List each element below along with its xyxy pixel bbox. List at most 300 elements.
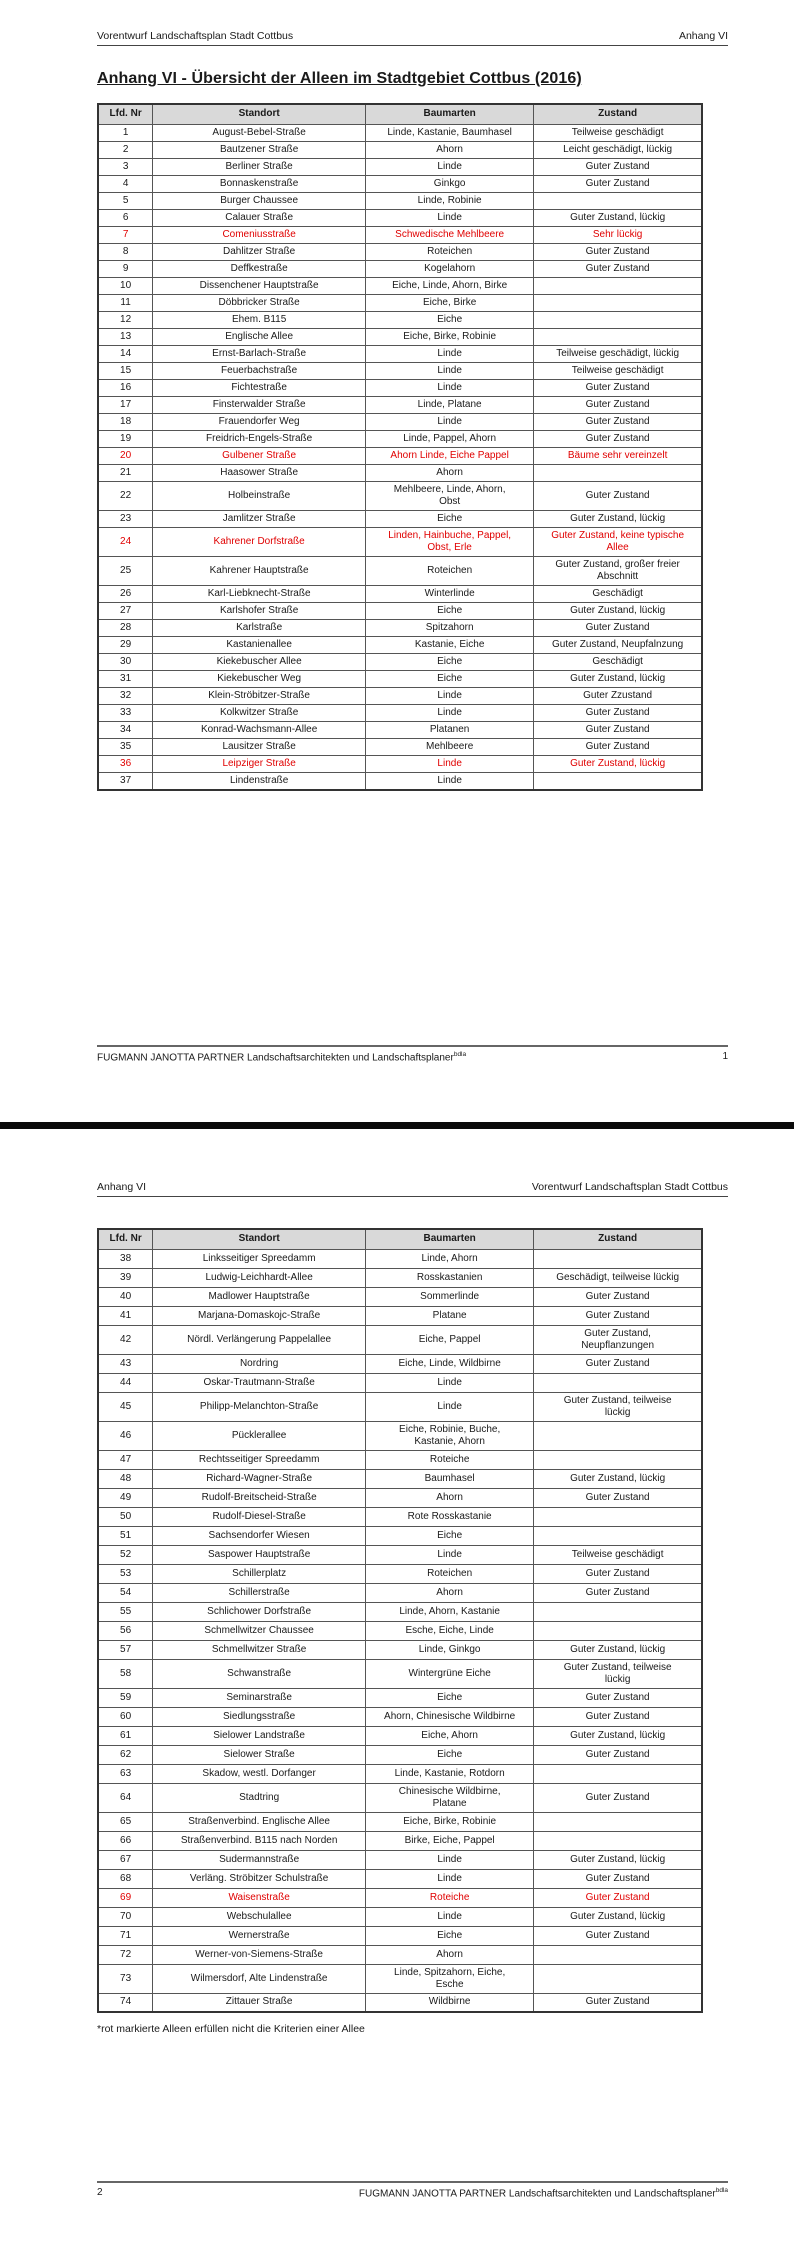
row-zustand: Guter Zustand, teilweise lückig <box>534 1659 702 1688</box>
row-standort: Webschulallee <box>153 1907 366 1926</box>
row-number: 37 <box>98 772 153 790</box>
row-standort: Skadow, westl. Dorfanger <box>153 1764 366 1783</box>
row-baumarten: Linde <box>366 345 534 362</box>
row-baumarten: Ahorn, Chinesische Wildbirne <box>366 1707 534 1726</box>
table-header-row <box>98 104 702 124</box>
row-zustand: Guter Zustand <box>534 1888 702 1907</box>
row-baumarten: Eiche, Linde, Ahorn, Birke <box>366 277 534 294</box>
table-row <box>98 721 702 738</box>
row-baumarten: Linde <box>366 687 534 704</box>
row-zustand: Guter Zustand <box>534 704 702 721</box>
column-header-baumarten: Baumarten <box>366 104 534 124</box>
table-row <box>98 1640 702 1659</box>
table-row <box>98 294 702 311</box>
row-number: 23 <box>98 510 153 527</box>
row-number: 17 <box>98 396 153 413</box>
row-standort: Nördl. Verlängerung Pappelallee <box>153 1325 366 1354</box>
row-standort: Saspower Hauptstraße <box>153 1545 366 1564</box>
row-baumarten: Spitzahorn <box>366 619 534 636</box>
row-zustand: Guter Zustand <box>534 379 702 396</box>
row-zustand: Leicht geschädigt, lückig <box>534 141 702 158</box>
table-row <box>98 464 702 481</box>
row-zustand <box>534 772 702 790</box>
row-zustand: Guter Zustand <box>534 243 702 260</box>
table-row <box>98 226 702 243</box>
row-standort: Döbbricker Straße <box>153 294 366 311</box>
table-row <box>98 1526 702 1545</box>
row-zustand: Geschädigt, teilweise lückig <box>534 1268 702 1287</box>
document-page-1 <box>0 0 794 1122</box>
footer-firm-name <box>97 1051 466 1063</box>
row-standort: August-Bebel-Straße <box>153 124 366 141</box>
row-number: 15 <box>98 362 153 379</box>
row-number: 39 <box>98 1268 153 1287</box>
row-standort: Sielower Landstraße <box>153 1726 366 1745</box>
page-number: 1 <box>722 1051 728 1062</box>
row-standort: Freidrich-Engels-Straße <box>153 430 366 447</box>
row-number: 40 <box>98 1287 153 1306</box>
row-zustand <box>534 192 702 209</box>
page1-footer <box>97 1045 728 1063</box>
row-number: 59 <box>98 1688 153 1707</box>
row-baumarten: Linde <box>366 362 534 379</box>
row-zustand: Guter Zustand <box>534 1564 702 1583</box>
row-number: 42 <box>98 1325 153 1354</box>
row-zustand: Guter Zustand, lückig <box>534 1640 702 1659</box>
row-standort: Holbeinstraße <box>153 481 366 510</box>
row-number: 41 <box>98 1306 153 1325</box>
row-baumarten: Linde, Kastanie, Baumhasel <box>366 124 534 141</box>
row-zustand: Guter Zustand <box>534 175 702 192</box>
row-baumarten: Ahorn <box>366 141 534 158</box>
row-baumarten: Eiche <box>366 311 534 328</box>
row-standort: Ludwig-Leichhardt-Allee <box>153 1268 366 1287</box>
table-row <box>98 1964 702 1993</box>
row-baumarten: Linde, Ahorn <box>366 1249 534 1268</box>
row-number: 70 <box>98 1907 153 1926</box>
table-row <box>98 1354 702 1373</box>
row-number: 10 <box>98 277 153 294</box>
footer-firm-name <box>359 2187 728 2199</box>
table-row <box>98 585 702 602</box>
table-row <box>98 1287 702 1306</box>
row-zustand <box>534 1450 702 1469</box>
table-row <box>98 1831 702 1850</box>
row-zustand: Guter Zustand, lückig <box>534 602 702 619</box>
table-header-row <box>98 1229 702 1249</box>
row-number: 71 <box>98 1926 153 1945</box>
row-baumarten: Eiche <box>366 1745 534 1764</box>
table-row <box>98 1926 702 1945</box>
row-number: 36 <box>98 755 153 772</box>
table-row <box>98 209 702 226</box>
row-baumarten: Linde <box>366 704 534 721</box>
row-zustand <box>534 1964 702 1993</box>
row-baumarten: Rosskastanien <box>366 1268 534 1287</box>
row-zustand: Guter Zustand, keine typische Allee <box>534 527 702 556</box>
running-header-left: Vorentwurf Landschaftsplan Stadt Cottbus <box>97 30 294 42</box>
row-zustand: Guter Zustand, lückig <box>534 670 702 687</box>
row-number: 7 <box>98 226 153 243</box>
row-baumarten: Platane <box>366 1306 534 1325</box>
row-baumarten: Ginkgo <box>366 175 534 192</box>
row-number: 20 <box>98 447 153 464</box>
row-zustand: Guter Zustand <box>534 1745 702 1764</box>
row-number: 2 <box>98 141 153 158</box>
table-row <box>98 243 702 260</box>
row-zustand: Guter Zustand, lückig <box>534 1907 702 1926</box>
row-baumarten: Platanen <box>366 721 534 738</box>
row-standort: Finsterwalder Straße <box>153 396 366 413</box>
row-zustand: Guter Zustand, lückig <box>534 510 702 527</box>
row-standort: Gulbener Straße <box>153 447 366 464</box>
row-zustand <box>534 328 702 345</box>
row-number: 46 <box>98 1421 153 1450</box>
row-standort: Dissenchener Hauptstraße <box>153 277 366 294</box>
table-row <box>98 1783 702 1812</box>
footer-firm-sup: bdla <box>715 2187 728 2194</box>
row-standort: Ehem. B115 <box>153 311 366 328</box>
row-baumarten: Wildbirne <box>366 1993 534 2012</box>
row-number: 66 <box>98 1831 153 1850</box>
row-zustand <box>534 1602 702 1621</box>
row-zustand <box>534 1507 702 1526</box>
row-standort: Deffkestraße <box>153 260 366 277</box>
row-number: 49 <box>98 1488 153 1507</box>
row-baumarten: Eiche, Ahorn <box>366 1726 534 1745</box>
table-row <box>98 362 702 379</box>
row-zustand: Guter Zustand, lückig <box>534 1726 702 1745</box>
row-number: 51 <box>98 1526 153 1545</box>
row-zustand <box>534 1526 702 1545</box>
alleen-table-page2 <box>97 1228 703 2013</box>
table-row <box>98 1469 702 1488</box>
row-number: 53 <box>98 1564 153 1583</box>
row-number: 12 <box>98 311 153 328</box>
row-zustand: Guter Zustand <box>534 1688 702 1707</box>
row-baumarten: Esche, Eiche, Linde <box>366 1621 534 1640</box>
row-zustand: Guter Zustand <box>534 1869 702 1888</box>
row-standort: Stadtring <box>153 1783 366 1812</box>
table-row <box>98 636 702 653</box>
row-baumarten: Ahorn <box>366 464 534 481</box>
row-standort: Dahlitzer Straße <box>153 243 366 260</box>
row-baumarten: Eiche <box>366 670 534 687</box>
row-number: 9 <box>98 260 153 277</box>
row-zustand: Teilweise geschädigt, lückig <box>534 345 702 362</box>
table-row <box>98 1488 702 1507</box>
table-row <box>98 687 702 704</box>
table-row <box>98 772 702 790</box>
row-baumarten: Birke, Eiche, Pappel <box>366 1831 534 1850</box>
row-number: 4 <box>98 175 153 192</box>
row-zustand: Guter Zustand <box>534 721 702 738</box>
row-baumarten: Linde, Ahorn, Kastanie <box>366 1602 534 1621</box>
row-baumarten: Linde, Kastanie, Rotdorn <box>366 1764 534 1783</box>
row-baumarten: Rote Rosskastanie <box>366 1507 534 1526</box>
row-number: 47 <box>98 1450 153 1469</box>
row-number: 11 <box>98 294 153 311</box>
row-number: 27 <box>98 602 153 619</box>
row-baumarten: Mehlbeere, Linde, Ahorn, Obst <box>366 481 534 510</box>
row-number: 5 <box>98 192 153 209</box>
row-standort: Rechtsseitiger Spreedamm <box>153 1450 366 1469</box>
row-zustand: Guter Zustand <box>534 481 702 510</box>
table-row <box>98 1373 702 1392</box>
running-header-right: Vorentwurf Landschaftsplan Stadt Cottbus <box>531 1181 728 1193</box>
row-zustand: Guter Zustand <box>534 1707 702 1726</box>
row-standort: Jamlitzer Straße <box>153 510 366 527</box>
table-row <box>98 1726 702 1745</box>
row-zustand: Teilweise geschädigt <box>534 362 702 379</box>
table-row <box>98 430 702 447</box>
row-zustand: Guter Zustand, Neupflanzungen <box>534 1325 702 1354</box>
row-number: 16 <box>98 379 153 396</box>
column-header-standort: Standort <box>153 1229 366 1249</box>
row-number: 50 <box>98 1507 153 1526</box>
row-number: 8 <box>98 243 153 260</box>
row-zustand: Guter Zzustand <box>534 687 702 704</box>
row-standort: Lindenstraße <box>153 772 366 790</box>
row-number: 1 <box>98 124 153 141</box>
row-zustand: Guter Zustand <box>534 619 702 636</box>
row-number: 55 <box>98 1602 153 1621</box>
row-baumarten: Linde <box>366 1373 534 1392</box>
row-baumarten: Chinesische Wildbirne, Platane <box>366 1783 534 1812</box>
page2-table-body <box>98 1249 702 2012</box>
row-standort: Klein-Ströbitzer-Straße <box>153 687 366 704</box>
row-baumarten: Linde <box>366 772 534 790</box>
row-baumarten: Eiche <box>366 1926 534 1945</box>
table-row <box>98 141 702 158</box>
row-zustand: Guter Zustand <box>534 1306 702 1325</box>
row-number: 14 <box>98 345 153 362</box>
row-baumarten: Linde, Platane <box>366 396 534 413</box>
table-row <box>98 1869 702 1888</box>
table-row <box>98 158 702 175</box>
row-standort: Schlichower Dorfstraße <box>153 1602 366 1621</box>
page2-running-header <box>97 1181 728 1197</box>
column-header-baumarten: Baumarten <box>366 1229 534 1249</box>
row-baumarten: Kogelahorn <box>366 260 534 277</box>
row-zustand: Teilweise geschädigt <box>534 124 702 141</box>
footer-firm-text: FUGMANN JANOTTA PARTNER Landschaftsarchitekten und Landschaftsplaner <box>97 1052 454 1064</box>
table-row <box>98 1993 702 2012</box>
row-standort: Karlshofer Straße <box>153 602 366 619</box>
table-row <box>98 447 702 464</box>
row-standort: Schillerplatz <box>153 1564 366 1583</box>
row-standort: Nordring <box>153 1354 366 1373</box>
column-header-lfd-nr: Lfd. Nr <box>98 104 153 124</box>
row-number: 68 <box>98 1869 153 1888</box>
table-row <box>98 124 702 141</box>
page1-running-header <box>97 30 728 46</box>
table-row <box>98 619 702 636</box>
row-standort: Verläng. Ströbitzer Schulstraße <box>153 1869 366 1888</box>
row-number: 60 <box>98 1707 153 1726</box>
table-row <box>98 1249 702 1268</box>
running-header-left: Anhang VI <box>97 1181 147 1193</box>
table-row <box>98 527 702 556</box>
row-zustand <box>534 294 702 311</box>
row-number: 74 <box>98 1993 153 2012</box>
table-row <box>98 510 702 527</box>
row-baumarten: Linde, Spitzahorn, Eiche, Esche <box>366 1964 534 1993</box>
table-row <box>98 396 702 413</box>
row-zustand <box>534 1812 702 1831</box>
table-row <box>98 1659 702 1688</box>
row-number: 34 <box>98 721 153 738</box>
row-number: 58 <box>98 1659 153 1688</box>
row-zustand: Guter Zustand <box>534 1488 702 1507</box>
row-zustand: Sehr lückig <box>534 226 702 243</box>
row-standort: Wernerstraße <box>153 1926 366 1945</box>
table-row <box>98 379 702 396</box>
row-baumarten: Ahorn <box>366 1945 534 1964</box>
table-row <box>98 311 702 328</box>
row-standort: Wilmersdorf, Alte Lindenstraße <box>153 1964 366 1993</box>
row-baumarten: Eiche <box>366 1688 534 1707</box>
row-standort: Schillerstraße <box>153 1583 366 1602</box>
row-zustand <box>534 1621 702 1640</box>
table-row <box>98 1907 702 1926</box>
row-baumarten: Ahorn <box>366 1488 534 1507</box>
table-row <box>98 1602 702 1621</box>
page-separator-bar <box>0 1122 794 1129</box>
row-baumarten: Linde <box>366 1545 534 1564</box>
table-row <box>98 602 702 619</box>
row-baumarten: Linde <box>366 209 534 226</box>
table-row <box>98 1507 702 1526</box>
row-number: 43 <box>98 1354 153 1373</box>
row-number: 38 <box>98 1249 153 1268</box>
row-baumarten: Eiche, Pappel <box>366 1325 534 1354</box>
row-number: 30 <box>98 653 153 670</box>
row-baumarten: Linde, Ginkgo <box>366 1640 534 1659</box>
row-baumarten: Eiche, Birke <box>366 294 534 311</box>
row-standort: Richard-Wagner-Straße <box>153 1469 366 1488</box>
row-standort: Kiekebuscher Weg <box>153 670 366 687</box>
row-baumarten: Linde <box>366 158 534 175</box>
footer-firm-text: FUGMANN JANOTTA PARTNER Landschaftsarchitekten und Landschaftsplaner <box>358 2188 716 2200</box>
row-baumarten: Linde <box>366 1907 534 1926</box>
row-number: 61 <box>98 1726 153 1745</box>
row-baumarten: Roteiche <box>366 1450 534 1469</box>
row-zustand: Guter Zustand <box>534 260 702 277</box>
row-standort: Karlstraße <box>153 619 366 636</box>
row-zustand: Guter Zustand <box>534 1354 702 1373</box>
row-standort: Kiekebuscher Allee <box>153 653 366 670</box>
row-baumarten: Roteichen <box>366 243 534 260</box>
row-baumarten: Linde <box>366 1869 534 1888</box>
row-standort: Werner-von-Siemens-Straße <box>153 1945 366 1964</box>
row-number: 62 <box>98 1745 153 1764</box>
table-row <box>98 670 702 687</box>
row-standort: Madlower Hauptstraße <box>153 1287 366 1306</box>
row-zustand <box>534 1945 702 1964</box>
row-baumarten: Eiche, Robinie, Buche, Kastanie, Ahorn <box>366 1421 534 1450</box>
row-zustand: Guter Zustand <box>534 1783 702 1812</box>
table-row <box>98 1268 702 1287</box>
row-zustand: Guter Zustand, lückig <box>534 209 702 226</box>
row-baumarten: Roteiche <box>366 1888 534 1907</box>
row-number: 56 <box>98 1621 153 1640</box>
row-baumarten: Eiche <box>366 602 534 619</box>
row-baumarten: Linde, Pappel, Ahorn <box>366 430 534 447</box>
row-number: 63 <box>98 1764 153 1783</box>
row-standort: Berliner Straße <box>153 158 366 175</box>
row-zustand: Guter Zustand <box>534 430 702 447</box>
row-baumarten: Linde <box>366 755 534 772</box>
table-row <box>98 413 702 430</box>
table-row <box>98 738 702 755</box>
table-row <box>98 1306 702 1325</box>
row-standort: Marjana-Domaskojc-Straße <box>153 1306 366 1325</box>
row-baumarten: Ahorn <box>366 1583 534 1602</box>
row-baumarten: Eiche <box>366 653 534 670</box>
row-baumarten: Sommerlinde <box>366 1287 534 1306</box>
row-number: 57 <box>98 1640 153 1659</box>
row-number: 64 <box>98 1783 153 1812</box>
row-baumarten: Eiche, Birke, Robinie <box>366 328 534 345</box>
table-row <box>98 481 702 510</box>
row-number: 19 <box>98 430 153 447</box>
row-number: 44 <box>98 1373 153 1392</box>
row-standort: Linksseitiger Spreedamm <box>153 1249 366 1268</box>
row-baumarten: Linde <box>366 1850 534 1869</box>
column-header-lfd-nr: Lfd. Nr <box>98 1229 153 1249</box>
row-standort: Calauer Straße <box>153 209 366 226</box>
row-standort: Burger Chaussee <box>153 192 366 209</box>
row-zustand: Guter Zustand <box>534 396 702 413</box>
row-standort: Bonnaskenstraße <box>153 175 366 192</box>
row-zustand: Guter Zustand, Neupfalnzung <box>534 636 702 653</box>
table-row <box>98 1945 702 1964</box>
row-baumarten: Winterlinde <box>366 585 534 602</box>
table-row <box>98 175 702 192</box>
row-standort: Schwanstraße <box>153 1659 366 1688</box>
row-number: 65 <box>98 1812 153 1831</box>
row-zustand <box>534 1421 702 1450</box>
row-number: 48 <box>98 1469 153 1488</box>
row-number: 54 <box>98 1583 153 1602</box>
row-number: 35 <box>98 738 153 755</box>
row-zustand: Guter Zustand, teilweise lückig <box>534 1392 702 1421</box>
row-zustand: Guter Zustand <box>534 1287 702 1306</box>
row-standort: Sachsendorfer Wiesen <box>153 1526 366 1545</box>
table-row <box>98 1583 702 1602</box>
row-standort: Sudermannstraße <box>153 1850 366 1869</box>
row-zustand: Guter Zustand <box>534 1583 702 1602</box>
row-number: 33 <box>98 704 153 721</box>
red-marked-footnote: *rot markierte Alleen erfüllen nicht die Kriterien einer Allee <box>97 2023 365 2035</box>
row-number: 13 <box>98 328 153 345</box>
row-baumarten: Linde, Robinie <box>366 192 534 209</box>
row-standort: Lausitzer Straße <box>153 738 366 755</box>
table-row <box>98 1688 702 1707</box>
table-row <box>98 1745 702 1764</box>
row-standort: Schmellwitzer Chaussee <box>153 1621 366 1640</box>
row-number: 67 <box>98 1850 153 1869</box>
row-number: 73 <box>98 1964 153 1993</box>
row-number: 25 <box>98 556 153 585</box>
row-zustand: Geschädigt <box>534 653 702 670</box>
row-number: 6 <box>98 209 153 226</box>
row-zustand: Geschädigt <box>534 585 702 602</box>
row-standort: Feuerbachstraße <box>153 362 366 379</box>
row-baumarten: Eiche, Linde, Wildbirne <box>366 1354 534 1373</box>
row-standort: Englische Allee <box>153 328 366 345</box>
